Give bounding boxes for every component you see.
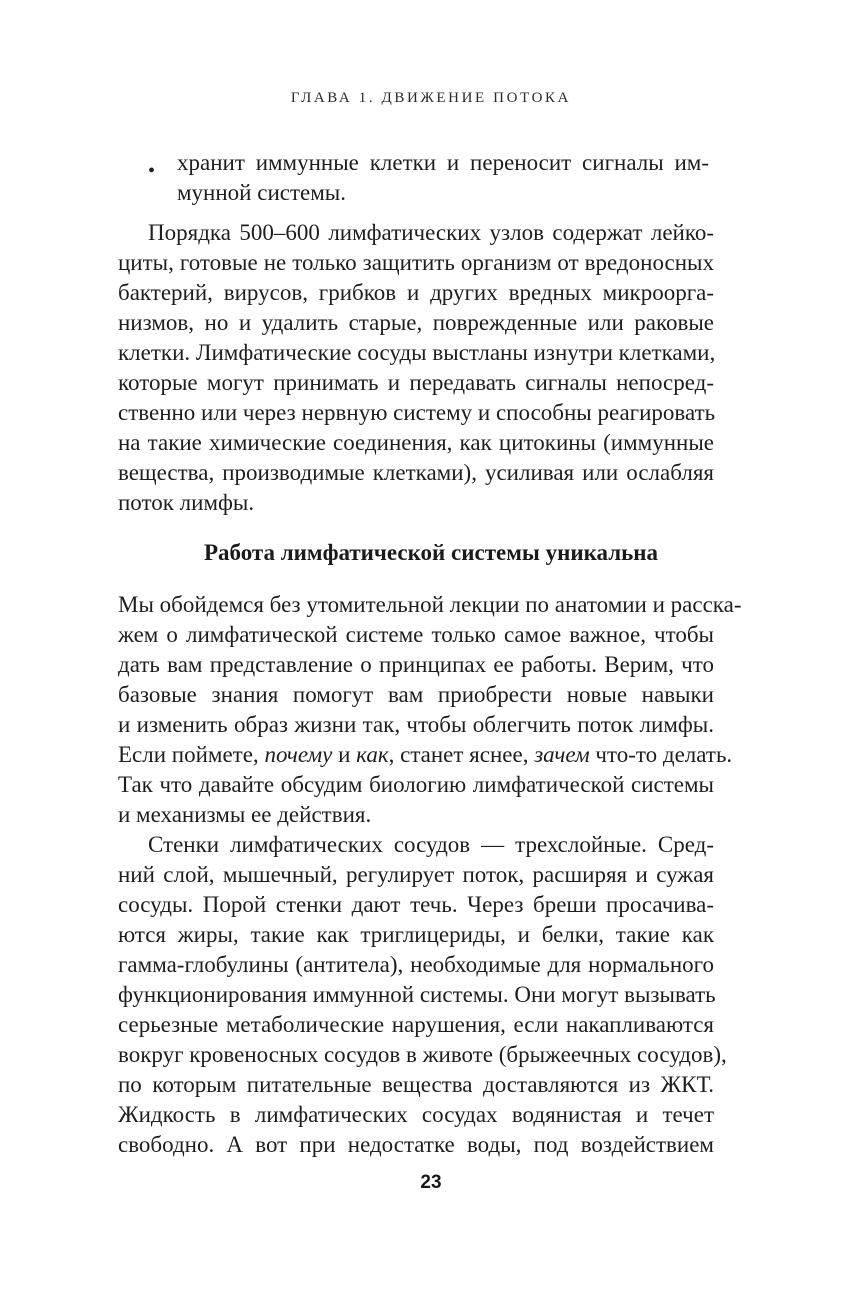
paragraph-line: по которым питательные вещества доставляются из ЖКТ.	[118, 1072, 714, 1097]
paragraph-line: Порядка 500–600 лимфатических узлов содержат лейко-	[148, 220, 714, 245]
paragraph-line: и изменить образ жизни так, чтобы облегчить поток лимфы.	[118, 712, 714, 737]
bullet-marker: •	[148, 160, 156, 182]
paragraph-line: Жидкость в лимфатических сосудах водянистая и течет	[118, 1102, 714, 1127]
paragraph-line: Мы обойдемся без утомительной лекции по анатомии и расска-	[118, 592, 742, 617]
text-run: , станет яснее,	[388, 742, 535, 767]
paragraph-line: ний слой, мышечный, регулирует поток, расширяя и сужая	[118, 862, 714, 887]
bullet-line-1: хранит иммунные клетки и переносит сигналы им-	[177, 150, 709, 175]
paragraph-line: жем о лимфатической системе только самое важное, чтобы	[118, 622, 714, 647]
paragraph-line: Стенки лимфатических сосудов — трехслойные. Сред-	[148, 832, 714, 857]
text-run: и	[332, 742, 357, 767]
paragraph-line: низмов, но и удалить старые, поврежденные или раковые	[118, 310, 714, 335]
paragraph-line: сосуды. Порой стенки дают течь. Через бреши просачива-	[118, 892, 714, 917]
paragraph-line: циты, готовые не только защитить организм от вредоносных	[118, 250, 714, 275]
paragraph-line: вещества, производимые клетками), усиливая или ослабляя	[118, 460, 714, 485]
italic-word: зачем	[534, 742, 590, 767]
text-run: что-то делать.	[589, 742, 733, 767]
paragraph-line: клетки. Лимфатические сосуды выстланы изнутри клетками,	[118, 340, 716, 365]
paragraph-line: бактерий, вирусов, грибков и других вредных микроорга-	[118, 280, 714, 305]
paragraph-line: и механизмы ее действия.	[118, 802, 372, 827]
paragraph-line: ются жиры, такие как триглицериды, и белки, такие как	[118, 922, 714, 947]
paragraph-line: на такие химические соединения, как цитокины (иммунные	[118, 430, 714, 455]
paragraph-line: свободно. А вот при недостатке воды, под воздействием	[118, 1132, 714, 1157]
paragraph-line: Так что давайте обсудим биологию лимфатической системы	[118, 772, 714, 797]
paragraph-line: поток лимфы.	[118, 490, 255, 515]
text-run: Если поймете,	[118, 742, 265, 767]
italic-word: почему	[264, 742, 333, 767]
paragraph-line-with-italics	[118, 740, 733, 770]
italic-word: как	[356, 742, 389, 767]
running-head: ГЛАВА 1. ДВИЖЕНИЕ ПОТОКА	[290, 90, 572, 106]
section-heading: Работа лимфатической системы уникальна	[203, 540, 659, 565]
paragraph-line: гамма-глобулины (антитела), необходимые для нормального	[118, 952, 714, 977]
page-number: 23	[420, 1172, 442, 1193]
paragraph-line: вокруг кровеносных сосудов в животе (брыжеечных сосудов),	[118, 1042, 727, 1067]
paragraph-line: функционирования иммунной системы. Они могут вызывать	[118, 982, 716, 1007]
paragraph-line: ственно или через нервную систему и способны реагировать	[118, 400, 716, 425]
bullet-line-2: мунной системы.	[177, 180, 346, 205]
paragraph-line: которые могут принимать и передавать сигналы непосред-	[118, 370, 714, 395]
paragraph-line: дать вам представление о принципах ее работы. Верим, что	[118, 652, 714, 677]
paragraph-line: серьезные метаболические нарушения, если накапливаются	[118, 1012, 714, 1037]
paragraph-line: базовые знания помогут вам приобрести новые навыки	[118, 682, 714, 707]
